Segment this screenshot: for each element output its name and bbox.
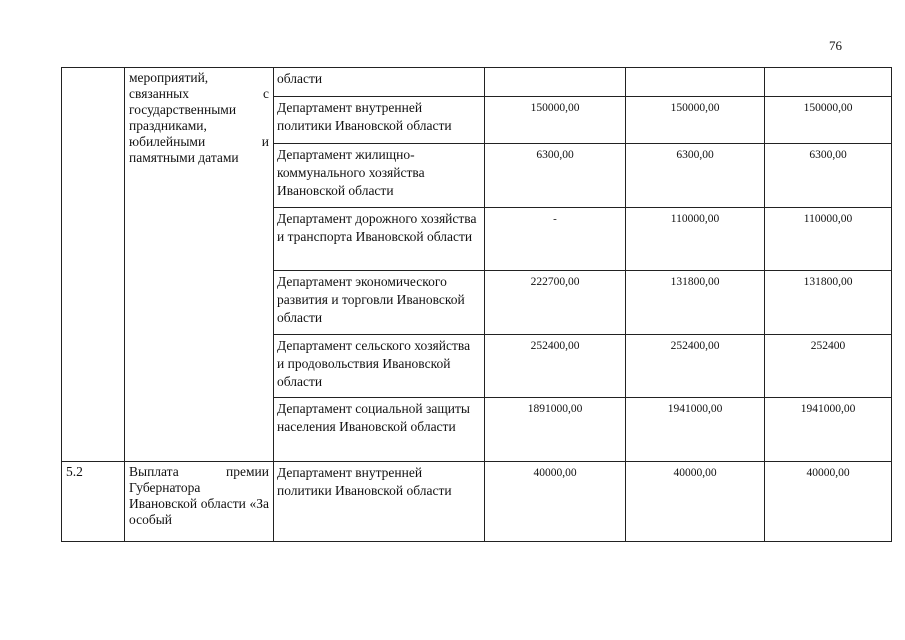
table-row xyxy=(62,462,892,542)
value-cell: - xyxy=(485,208,626,271)
dept-cell: Департамент внутренней политики Ивановской области xyxy=(274,462,485,542)
value-cell: 110000,00 xyxy=(626,208,765,271)
row-number-cell xyxy=(62,68,125,462)
dept-cell: Департамент экономического развития и торговли Ивановской области xyxy=(274,271,485,335)
value-cell xyxy=(765,68,892,97)
value-cell: 150000,00 xyxy=(626,97,765,144)
value-cell: 150000,00 xyxy=(765,97,892,144)
table-row xyxy=(62,68,892,97)
budget-table xyxy=(61,67,892,542)
dept-cell: Департамент внутренней политики Ивановской области xyxy=(274,97,485,144)
page-number: 76 xyxy=(829,38,842,53)
dept-text: области xyxy=(277,71,323,86)
value-cell xyxy=(485,68,626,97)
dept-cell: Департамент жилищно-коммунального хозяйства Ивановской области xyxy=(274,144,485,208)
value-cell xyxy=(626,68,765,97)
dept-cell: Департамент сельского хозяйства и продовольствия Ивановской области xyxy=(274,335,485,398)
value-cell: 131800,00 xyxy=(626,271,765,335)
value-cell: 222700,00 xyxy=(485,271,626,335)
dept-cell xyxy=(274,68,485,97)
value-cell: 1941000,00 xyxy=(765,398,892,462)
value-cell: 1941000,00 xyxy=(626,398,765,462)
dept-cell: Департамент дорожного хозяйства и транспорта Ивановской области xyxy=(274,208,485,271)
value-cell: 131800,00 xyxy=(765,271,892,335)
value-cell: 150000,00 xyxy=(485,97,626,144)
value-cell: 40000,00 xyxy=(485,462,626,542)
value-cell: 252400,00 xyxy=(485,335,626,398)
dept-cell: Департамент социальной защиты населения Ивановской области xyxy=(274,398,485,462)
value-cell: 40000,00 xyxy=(626,462,765,542)
description-cell xyxy=(125,68,274,462)
value-cell: 40000,00 xyxy=(765,462,892,542)
value-cell: 6300,00 xyxy=(485,144,626,208)
value-cell: 252400,00 xyxy=(626,335,765,398)
description-text: мероприятий, связанных с государственными праздниками, юбилейными и памятными датами xyxy=(129,70,269,165)
description-cell: Выплата премии Губернатора Ивановской области «За особый xyxy=(125,462,274,542)
value-cell: 110000,00 xyxy=(765,208,892,271)
value-cell: 6300,00 xyxy=(626,144,765,208)
value-cell: 6300,00 xyxy=(765,144,892,208)
value-cell: 1891000,00 xyxy=(485,398,626,462)
value-cell: 252400 xyxy=(765,335,892,398)
row-number-cell: 5.2 xyxy=(62,462,125,542)
